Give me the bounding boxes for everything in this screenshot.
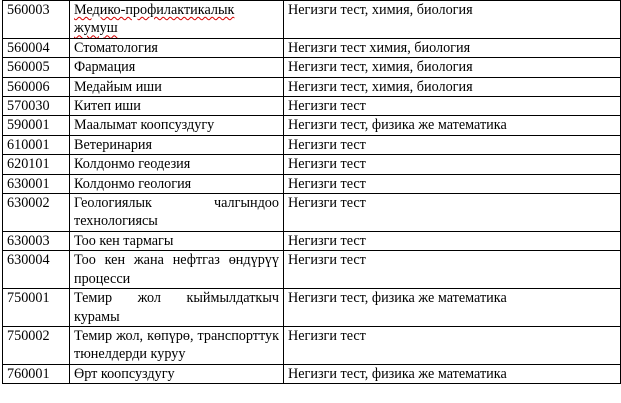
specialty-name-cell: Өрт коопсуздугу (70, 364, 284, 383)
table-row (3, 231, 621, 250)
required-subjects-cell: Негизги тест (284, 155, 621, 174)
specialty-name-cell (70, 1, 284, 39)
specialty-name-cell: Медайым иши (70, 77, 284, 96)
specialty-name-cell: Темир жол, көпүрө, транспорттук тюнелдерди куруу (70, 326, 284, 364)
specialty-code-cell: 610001 (3, 135, 70, 154)
specialty-code-cell: 630001 (3, 174, 70, 193)
table-row (3, 38, 621, 57)
table-row (3, 155, 621, 174)
required-subjects-cell: Негизги тест, химия, биология (284, 1, 621, 39)
table-row (3, 97, 621, 116)
required-subjects-cell: Негизги тест, физика же математика (284, 116, 621, 135)
table-row (3, 77, 621, 96)
required-subjects-cell: Негизги тест (284, 135, 621, 154)
specialty-code-cell: 750002 (3, 326, 70, 364)
required-subjects-cell: Негизги тест, химия, биология (284, 58, 621, 77)
required-subjects-cell: Негизги тест (284, 326, 621, 364)
required-subjects-cell: Негизги тест (284, 174, 621, 193)
specialty-name-cell: Геологиялык чалгындоо технологиясы (70, 194, 284, 232)
specialties-table-body (3, 1, 621, 384)
table-row (3, 116, 621, 135)
specialty-name-cell: Колдонмо геодезия (70, 155, 284, 174)
specialty-name-cell: Тоо кен тармагы (70, 231, 284, 250)
required-subjects-cell: Негизги тест, физика же математика (284, 364, 621, 383)
table-row (3, 1, 621, 39)
specialty-code-cell: 560003 (3, 1, 70, 39)
specialty-code-cell: 630004 (3, 251, 70, 289)
specialty-code-cell: 570030 (3, 97, 70, 116)
specialty-name-cell: Тоо кен жана нефтгаз өндүрүү процесси (70, 251, 284, 289)
required-subjects-cell: Негизги тест (284, 97, 621, 116)
specialty-code-cell: 560005 (3, 58, 70, 77)
table-row (3, 364, 621, 383)
specialty-code-cell: 590001 (3, 116, 70, 135)
specialty-name-text: Медико-профилактикалык жумуш (74, 2, 235, 37)
table-row (3, 135, 621, 154)
specialty-name-cell: Колдонмо геология (70, 174, 284, 193)
required-subjects-cell: Негизги тест (284, 251, 621, 289)
specialty-name-cell: Фармация (70, 58, 284, 77)
specialty-name-cell: Китеп иши (70, 97, 284, 116)
specialty-name-cell: Маалымат коопсуздугу (70, 116, 284, 135)
specialty-code-cell: 560004 (3, 38, 70, 57)
specialty-name-cell: Стоматология (70, 38, 284, 57)
table-row (3, 326, 621, 364)
required-subjects-cell: Негизги тест (284, 231, 621, 250)
specialty-code-cell: 750001 (3, 289, 70, 327)
specialty-name-cell: Ветеринария (70, 135, 284, 154)
required-subjects-cell: Негизги тест, физика же математика (284, 289, 621, 327)
table-row (3, 289, 621, 327)
table-row (3, 58, 621, 77)
table-row (3, 194, 621, 232)
specialty-code-cell: 620101 (3, 155, 70, 174)
required-subjects-cell: Негизги тест (284, 194, 621, 232)
specialty-name-cell: Темир жол кыймылдаткыч курамы (70, 289, 284, 327)
specialty-code-cell: 630002 (3, 194, 70, 232)
table-row (3, 251, 621, 289)
specialty-code-cell: 630003 (3, 231, 70, 250)
specialty-code-cell: 560006 (3, 77, 70, 96)
required-subjects-cell: Негизги тест, химия, биология (284, 77, 621, 96)
table-row (3, 174, 621, 193)
specialties-table (2, 0, 621, 384)
specialty-code-cell: 760001 (3, 364, 70, 383)
required-subjects-cell: Негизги тест химия, биология (284, 38, 621, 57)
